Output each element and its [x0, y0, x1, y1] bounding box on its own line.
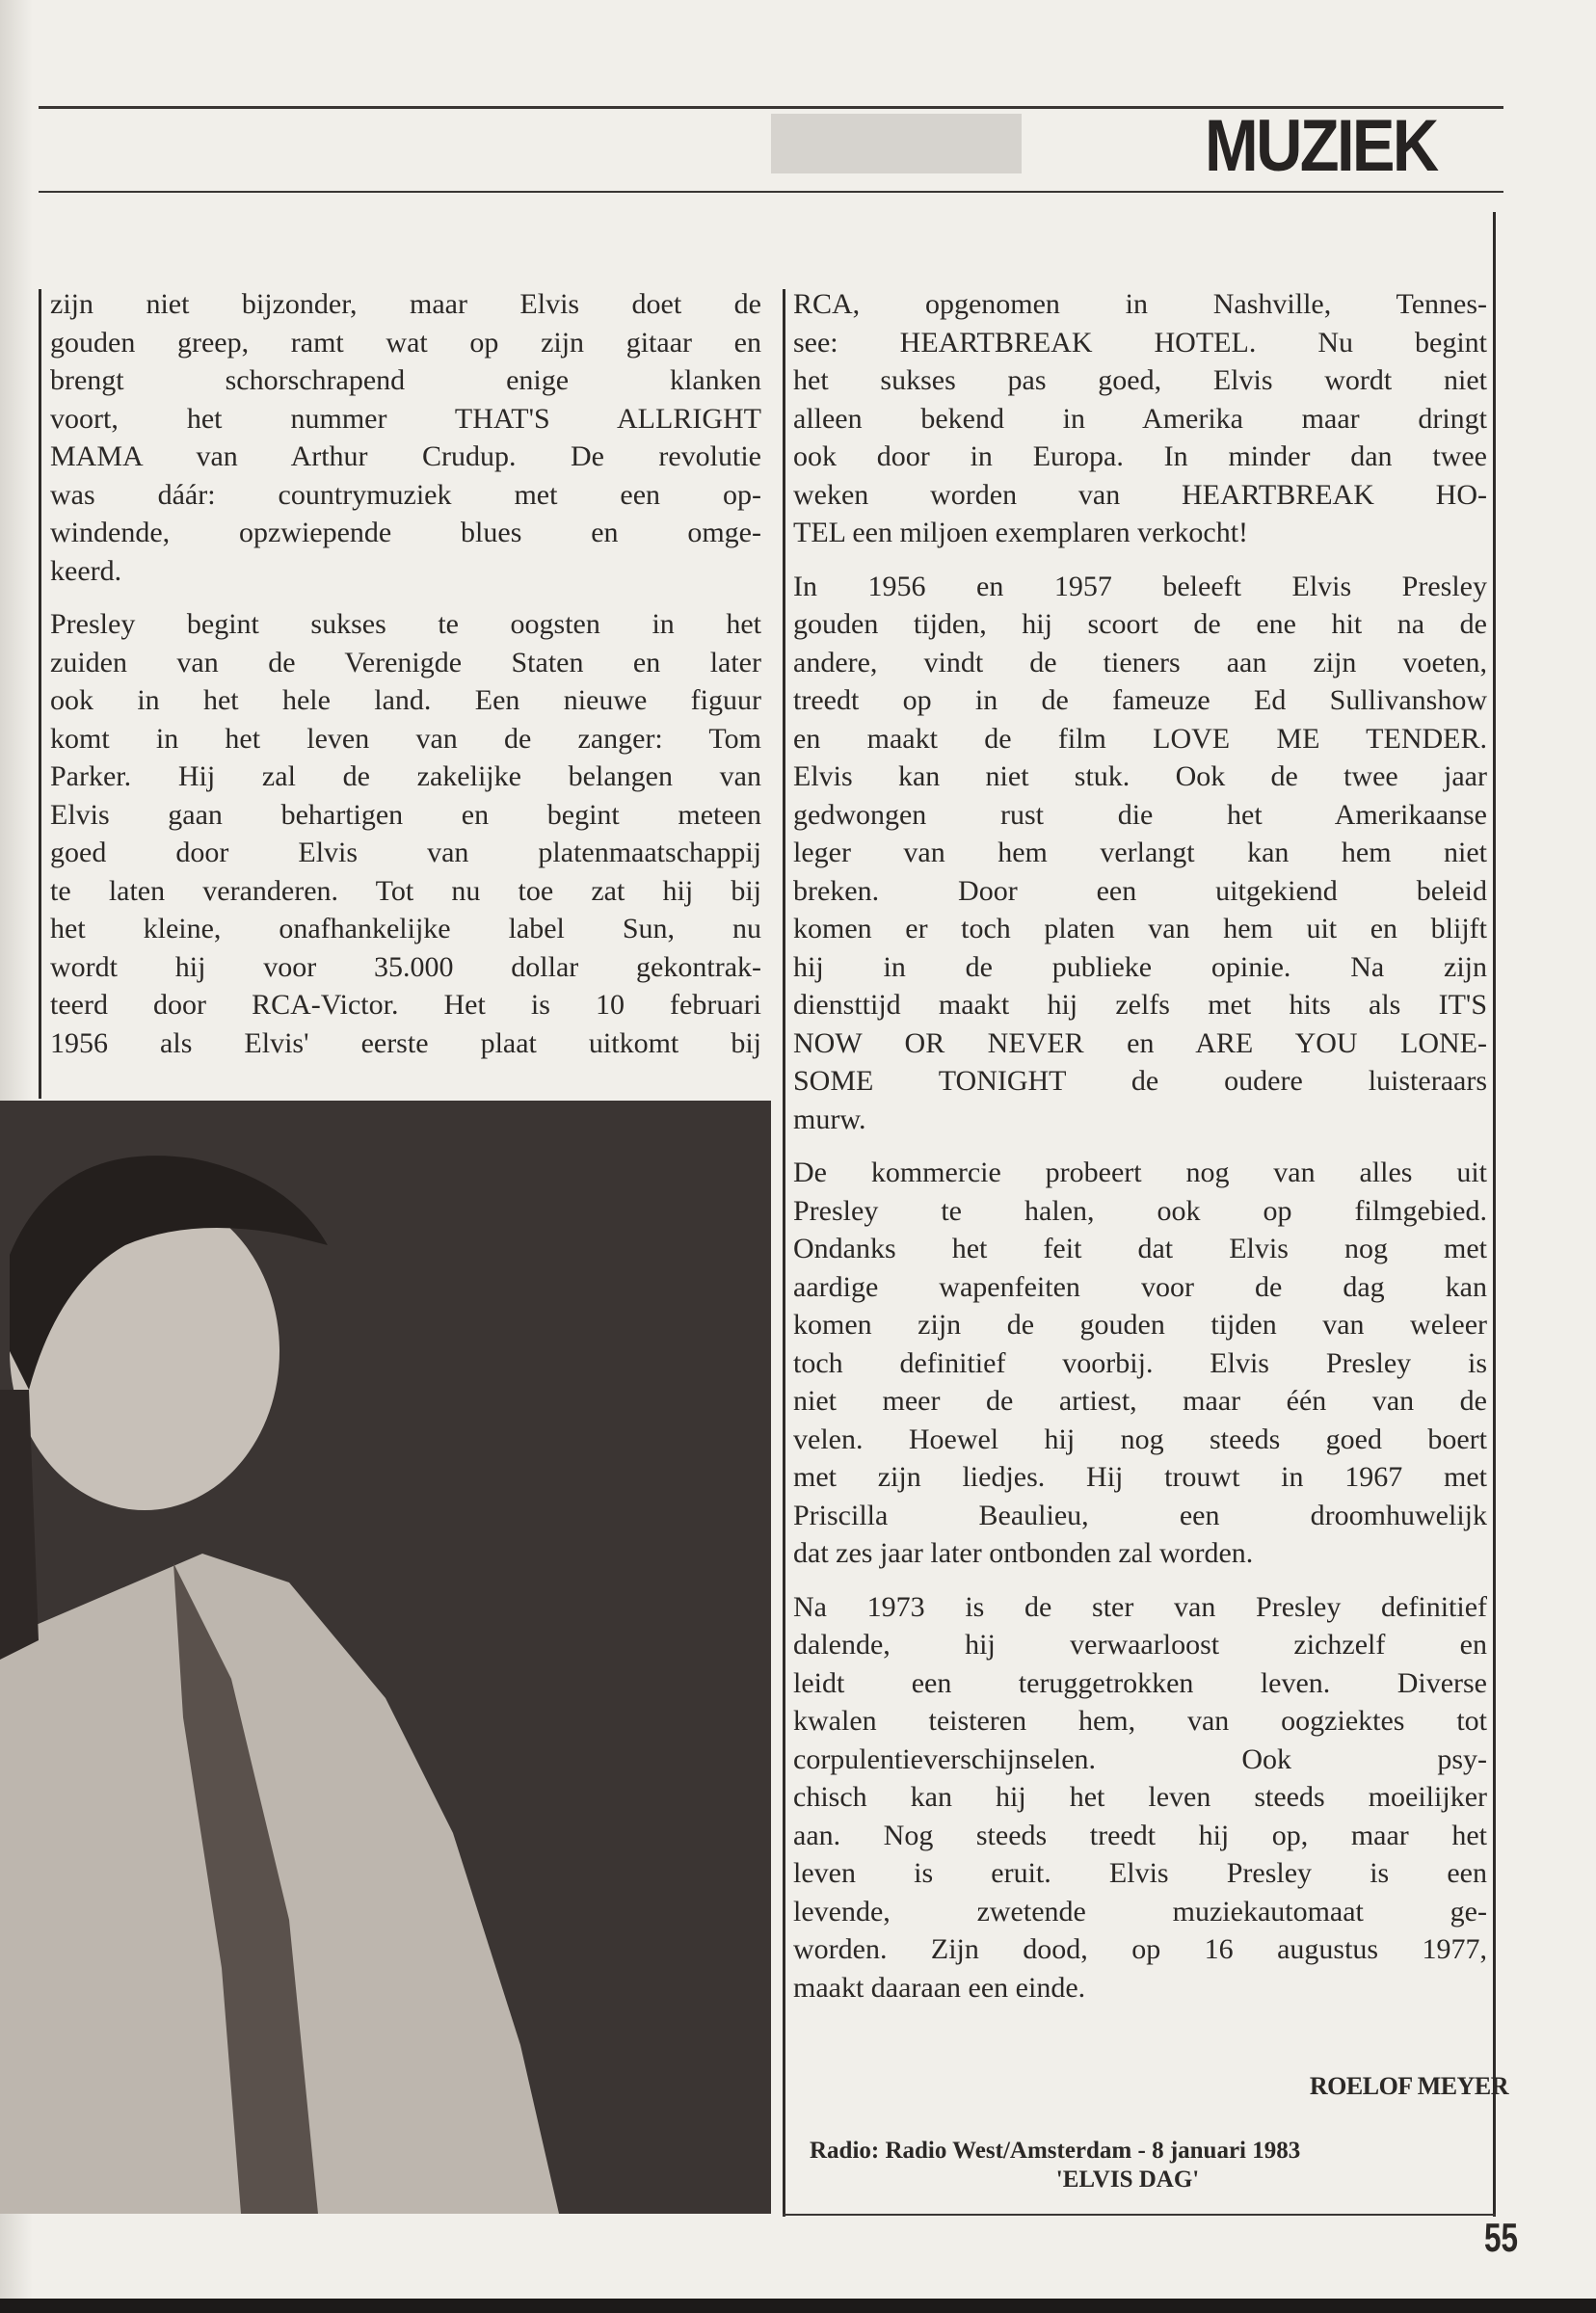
- text-line: NOW OR NEVER en ARE YOU LONE-: [793, 1026, 1487, 1059]
- text-line: weken worden van HEARTBREAK HO-: [793, 478, 1487, 511]
- text-line: met zijn liedjes. Hij trouwt in 1967 met: [793, 1461, 1487, 1493]
- left-column-border: [39, 289, 41, 1099]
- text-line: hij in de publieke opinie. Na zijn: [793, 950, 1487, 983]
- text-line: breken. Door een uitgekiend beleid: [793, 874, 1487, 907]
- text-line: MAMA van Arthur Crudup. De revolutie: [50, 440, 761, 472]
- source-credit: Radio: Radio West/Amsterdam - 8 januari 1983: [810, 2138, 1301, 2164]
- text-line: keerd.: [50, 554, 122, 587]
- right-column-border: [1493, 212, 1496, 2217]
- author-byline: ROELOF MEYER: [1309, 2072, 1508, 2100]
- text-line: levende, zwetende muziekautomaat ge-: [793, 1895, 1487, 1928]
- text-line: andere, vindt de tieners aan zijn voeten,: [793, 646, 1487, 678]
- header-faded-banner: [771, 114, 1022, 173]
- text-line: leidt een teruggetrokken leven. Diverse: [793, 1666, 1487, 1699]
- text-line: SOME TONIGHT de oudere luisteraars: [793, 1065, 1487, 1097]
- text-line: brengt schorschrapend enige klanken: [50, 364, 761, 396]
- paragraph: [50, 285, 761, 590]
- header-bottom-rule: [39, 191, 1503, 193]
- paragraph: [793, 1588, 1487, 2007]
- text-line: zuiden van de Verenigde Staten en later: [50, 646, 761, 678]
- text-line: voort, het nummer THAT'S ALLRIGHT: [50, 402, 761, 435]
- elvis-photo: [0, 1101, 771, 2214]
- text-line: dalende, hij verwaarloost zichzelf en: [793, 1629, 1487, 1661]
- text-line: leven is eruit. Elvis Presley is een: [793, 1857, 1487, 1889]
- text-line: corpulentieverschijnselen. Ook psy-: [793, 1742, 1487, 1775]
- column-divider: [783, 289, 785, 2217]
- text-line: treedt op in de fameuze Ed Sullivanshow: [793, 684, 1487, 716]
- paragraph: [793, 568, 1487, 1139]
- text-line: maakt daaraan een einde.: [793, 1971, 1086, 2004]
- text-line: kwalen teisteren hem, van oogziektes tot: [793, 1705, 1487, 1737]
- text-line: In 1956 en 1957 beleeft Elvis Presley: [793, 570, 1487, 602]
- text-line: het sukses pas goed, Elvis wordt niet: [793, 364, 1487, 396]
- text-line: Parker. Hij zal de zakelijke belangen van: [50, 760, 761, 792]
- text-line: windende, opzwiepende blues en omge-: [50, 517, 761, 548]
- text-line: en maakt de film LOVE ME TENDER.: [793, 722, 1487, 755]
- text-line: gouden greep, ramt wat op zijn gitaar en: [50, 326, 761, 359]
- scan-edge: [0, 2299, 1596, 2313]
- text-line: wordt hij voor 35.000 dollar gekontrak-: [50, 950, 761, 983]
- text-line: worden. Zijn dood, op 16 augustus 1977,: [793, 1933, 1487, 1965]
- text-line: niet meer de artiest, maar één van de: [793, 1385, 1487, 1417]
- text-line: komt in het leven van de zanger: Tom: [50, 722, 761, 755]
- source-credit-title: 'ELVIS DAG': [1055, 2167, 1200, 2193]
- text-line: alleen bekend in Amerika maar dringt: [793, 402, 1487, 435]
- text-line: murw.: [793, 1103, 866, 1135]
- text-line: gedwongen rust die het Amerikaanse: [793, 798, 1487, 831]
- right-column: [793, 285, 1487, 2022]
- text-line: komen zijn de gouden tijden van weleer: [793, 1309, 1487, 1341]
- page-number: 55: [1484, 2215, 1519, 2260]
- text-line: aan. Nog steeds treedt hij op, maar het: [793, 1819, 1487, 1851]
- text-line: chisch kan hij het leven steeds moeilijker: [793, 1781, 1487, 1813]
- text-line: De kommercie probeert nog van alles uit: [793, 1156, 1487, 1188]
- text-line: te laten veranderen. Tot nu toe zat hij bij: [50, 874, 761, 907]
- text-line: see: HEARTBREAK HOTEL. Nu begint: [793, 326, 1487, 359]
- text-line: goed door Elvis van platenmaatschappij: [50, 837, 761, 868]
- text-line: aardige wapenfeiten voor de dag kan: [793, 1270, 1487, 1303]
- section-title: MUZIEK: [1205, 105, 1437, 187]
- text-line: ook door in Europa. In minder dan twee: [793, 440, 1487, 472]
- text-line: Presley te halen, ook op filmgebied.: [793, 1194, 1487, 1227]
- text-line: komen er toch platen van hem uit en blijft: [793, 913, 1487, 944]
- text-line: Elvis kan niet stuk. Ook de twee jaar: [793, 760, 1487, 792]
- text-line: toch definitief voorbij. Elvis Presley is: [793, 1346, 1487, 1379]
- text-line: TEL een miljoen exemplaren verkocht!: [793, 517, 1249, 548]
- text-line: Ondanks het feit dat Elvis nog met: [793, 1233, 1487, 1264]
- text-line: RCA, opgenomen in Nashville, Tennes-: [793, 288, 1487, 320]
- text-line: was dáár: countrymuziek met een op-: [50, 478, 761, 511]
- text-line: ook in het hele land. Een nieuwe figuur: [50, 684, 761, 716]
- text-line: 1956 als Elvis' eerste plaat uitkomt bij: [50, 1026, 761, 1059]
- text-line: velen. Hoewel hij nog steeds goed boert: [793, 1422, 1487, 1455]
- text-line: Elvis gaan behartigen en begint meteen: [50, 798, 761, 831]
- paragraph: [793, 285, 1487, 552]
- paragraph: [793, 1154, 1487, 1573]
- text-line: diensttijd maakt hij zelfs met hits als IT'S: [793, 989, 1487, 1021]
- text-line: Presley begint sukses te oogsten in het: [50, 608, 761, 640]
- text-line: gouden tijden, hij scoort de ene hit na de: [793, 608, 1487, 640]
- text-line: dat zes jaar later ontbonden zal worden.: [793, 1537, 1254, 1569]
- text-line: het kleine, onafhankelijke label Sun, nu: [50, 913, 761, 944]
- text-line: Priscilla Beaulieu, een droomhuwelijk: [793, 1499, 1487, 1531]
- footer-rule: [783, 2214, 1496, 2216]
- left-column: [50, 285, 761, 1077]
- text-line: Na 1973 is de ster van Presley definitief: [793, 1590, 1487, 1623]
- text-line: leger van hem verlangt kan hem niet: [793, 837, 1487, 868]
- text-line: teerd door RCA-Victor. Het is 10 februari: [50, 989, 761, 1021]
- paragraph: [50, 605, 761, 1062]
- text-line: zijn niet bijzonder, maar Elvis doet de: [50, 288, 761, 320]
